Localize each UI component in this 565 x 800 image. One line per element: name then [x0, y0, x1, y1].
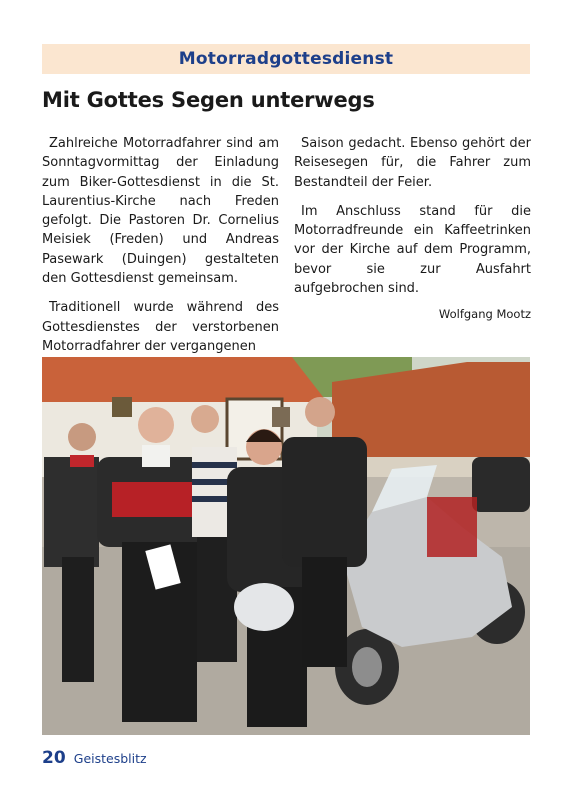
section-title: Motorradgottesdienst: [178, 49, 394, 69]
page-number: 20: [42, 748, 66, 768]
article-column-right: [294, 134, 531, 335]
section-banner: [42, 44, 530, 74]
magazine-name: Geistesblitz: [73, 751, 147, 766]
article-headline: Mit Gottes Segen unterwegs: [42, 88, 375, 112]
page-footer: [42, 748, 147, 768]
article-column-left: [42, 134, 279, 366]
article-photo: [42, 357, 530, 735]
author-credit: Wolfgang Mootz: [438, 307, 531, 322]
paragraph: Traditionell wurde während des Gottesdienstes der verstorbenen Motorradfahrer der vergangenen: [42, 300, 279, 354]
paragraph: Zahlreiche Motorradfahrer sind am Sonntagvormittag der Einladung zum Biker-Gottesdienst in die St. Laurentius-Kirche nach Freden gefolgt. Die Pastoren Dr. Cornelius Meisiek (Freden) und Andreas Pasewark (Duingen) gestalteten den Gottesdienst gemeinsam.: [42, 136, 279, 287]
paragraph: Saison gedacht. Ebenso gehört der Reisesegen für, die Fahrer zum Bestandteil der Feier.: [294, 136, 531, 190]
paragraph: Im Anschluss stand für die Motorradfreunde ein Kaffeetrinken vor der Kirche auf dem Programm, bevor sie zur Ausfahrt aufgebrochen sind.: [294, 203, 531, 297]
